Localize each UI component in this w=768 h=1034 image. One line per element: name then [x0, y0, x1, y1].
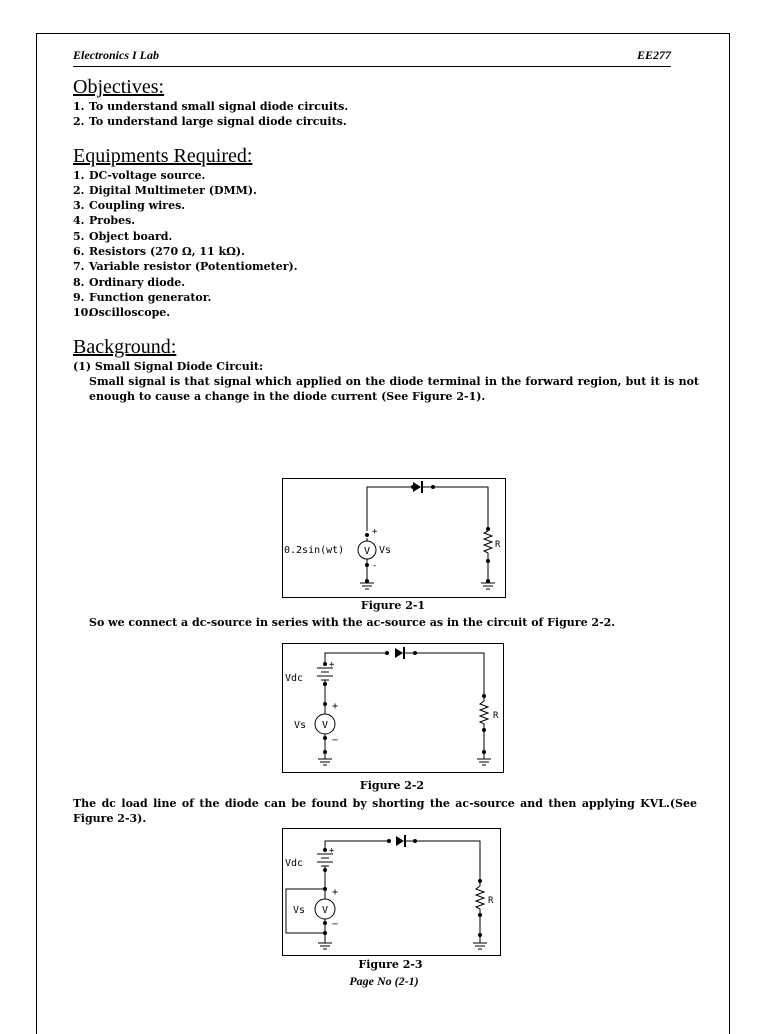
list-item: 1. To understand small signal diode circuits. — [73, 100, 349, 113]
plus-sign: + — [329, 846, 335, 856]
list-item: 1. DC-voltage source. — [73, 168, 206, 182]
circuit-diagram — [283, 829, 500, 955]
course-code: EE277 — [636, 48, 671, 62]
resistor-label: R — [493, 711, 499, 721]
list-item: 6. Resistors (270 Ω, 11 kΩ). — [73, 245, 245, 259]
voltmeter-symbol: V — [321, 905, 329, 916]
plus-sign: + — [329, 660, 335, 670]
main-content — [73, 76, 703, 404]
figure-2-3-circuit — [282, 828, 501, 956]
figure-2-1-caption: Figure 2-1 — [360, 599, 426, 612]
resistor-label: R — [495, 540, 501, 550]
background-paragraph: Small signal is that signal which applied on the diode terminal in the forward region, but it is not enough to cause a change in the diode current (See Figure 2-1). — [89, 374, 699, 403]
source-name: Vs — [294, 720, 307, 731]
list-item: 9. Function generator. — [73, 290, 212, 304]
course-title: Electronics I Lab — [73, 48, 159, 62]
equipment-heading: Equipments Required: — [73, 144, 253, 167]
source-label: 0.2sin(wt) — [284, 545, 345, 556]
objectives-heading: Objectives: — [73, 76, 165, 98]
voltmeter-symbol: V — [363, 546, 371, 557]
dc-source-label: Vdc — [285, 673, 304, 684]
minus-sign: − — [332, 919, 339, 930]
list-item: 4. Probes. — [73, 214, 136, 228]
list-item: 2. To understand large signal diode circuits. — [73, 115, 347, 129]
list-item: 8. Ordinary diode. — [73, 275, 186, 289]
circuit-diagram — [283, 644, 503, 772]
background-heading: Background: — [73, 335, 177, 358]
background-paragraph-3: The dc load line of the diode can be found by shorting the ac-source and then applying KVL.(See Figure 2-3). — [73, 797, 697, 825]
plus-sign: + — [332, 887, 339, 898]
plus-sign: + — [372, 527, 378, 537]
diode-icon — [395, 648, 403, 658]
resistor-label: R — [488, 896, 494, 906]
plus-sign: + — [332, 701, 339, 712]
list-item: 2. Digital Multimeter (DMM). — [73, 183, 257, 197]
list-item: 10.Oscilloscope. — [73, 306, 171, 320]
dc-source-label: Vdc — [285, 858, 304, 869]
minus-sign: - — [372, 561, 378, 571]
minus-sign: − — [332, 735, 339, 746]
figure-2-3-caption: Figure 2-3 — [358, 958, 423, 971]
objectives-list — [73, 99, 703, 130]
list-item: 3. Coupling wires. — [73, 199, 186, 213]
list-item: 7. Variable resistor (Potentiometer). — [73, 260, 298, 274]
background-paragraph-2: So we connect a dc-source in series with the ac-source as in the circuit of Figure 2-2. — [89, 616, 616, 629]
equipment-list — [73, 168, 703, 321]
figure-2-2-caption: Figure 2-2 — [359, 779, 425, 792]
figure-2-1-circuit — [282, 478, 506, 598]
diode-icon — [396, 836, 404, 846]
page-header — [73, 48, 671, 67]
source-name: Vs — [379, 545, 392, 556]
list-item: 5. Object board. — [73, 229, 173, 243]
figure-2-2-circuit — [282, 643, 504, 773]
circuit-diagram — [283, 479, 505, 597]
background-subtitle: (1) Small Signal Diode Circuit: — [73, 359, 264, 373]
page-number: Page No (2-1) — [349, 974, 419, 988]
voltmeter-symbol: V — [321, 720, 329, 731]
source-name: Vs — [293, 905, 306, 916]
